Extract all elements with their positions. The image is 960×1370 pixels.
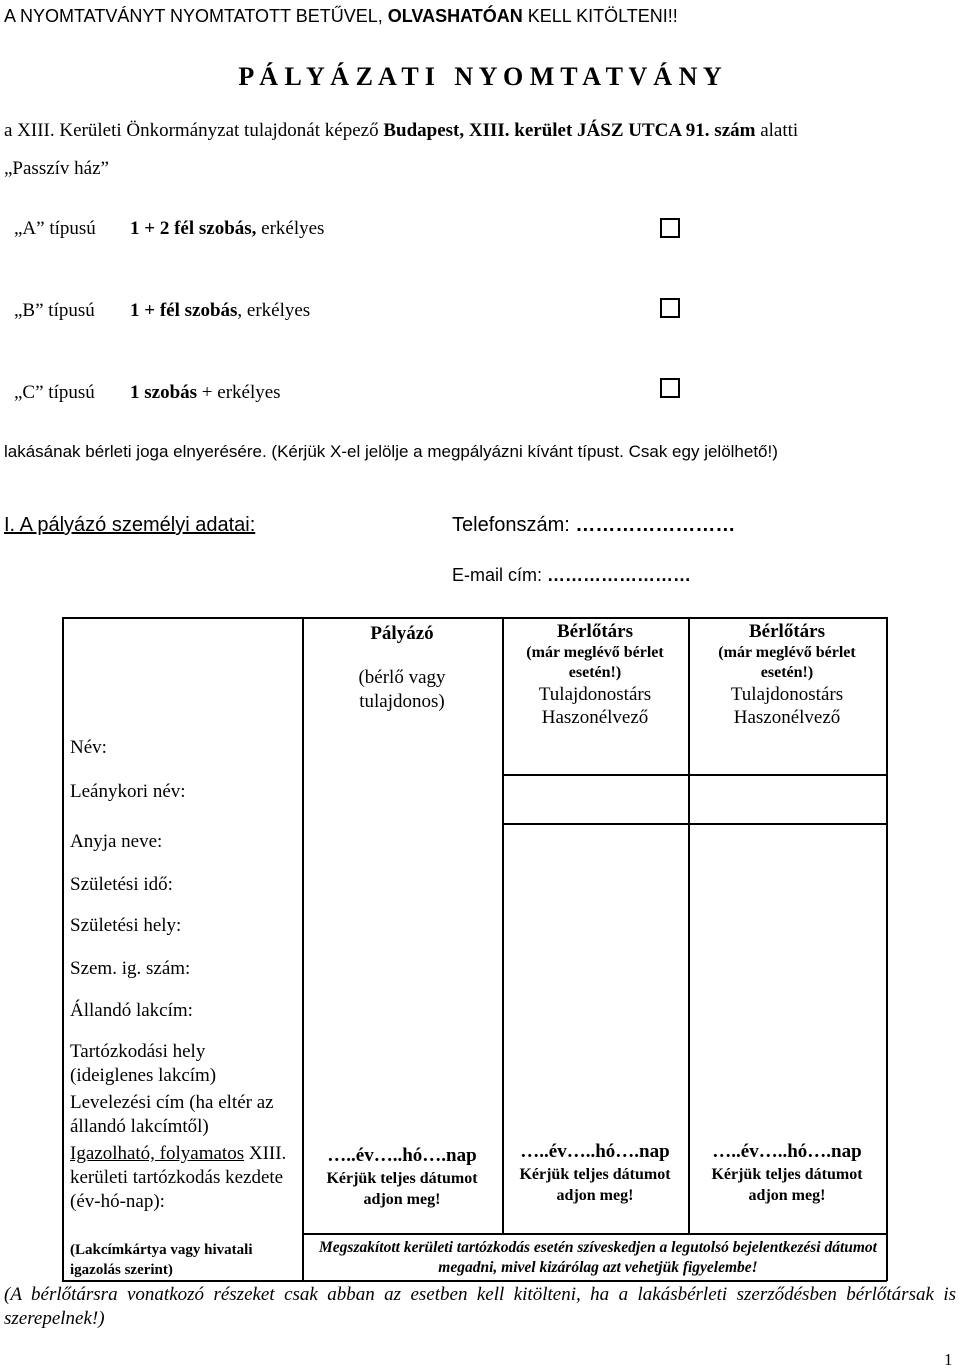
row-label-levelezesi: Levelezési cím (ha eltér az állandó lakcímtől) [70, 1092, 274, 1137]
row-label-leanykori: Leánykori név: [70, 781, 186, 802]
form-title: P Á L Y Á Z A T I N Y O M T A T V Á N Y [238, 62, 722, 91]
row-label-nev: Név: [70, 737, 107, 758]
col-header-berlotars-2: Bérlőtárs (már meglévő bérlet esetén!) Tulajdonostárs Haszonélvező [718, 621, 856, 728]
row-label-lakcim-note: (Lakcímkártya vagy hivatali igazolás szerint) [70, 1242, 253, 1278]
type-b-label: „B” típusú [14, 300, 95, 321]
row-label-szem-ig: Szem. ig. szám: [70, 958, 191, 979]
row-label-szul-hely: Születési hely: [70, 915, 182, 936]
intro-line: a XIII. Kerületi Önkormányzat tulajdonát képező Budapest, XIII. kerület JÁSZ UTCA 91. szám alatti [4, 120, 799, 141]
section-title: I. A pályázó személyi adatai: [4, 514, 256, 536]
type-b-desc: 1 + fél szobás, erkélyes [130, 300, 311, 321]
page-number: 1 [944, 1350, 953, 1369]
date-cell-palyazo[interactable]: …..év…..hó….nap Kérjük teljes dátumot adjon meg! [326, 1145, 478, 1208]
intro-line-2: „Passzív ház” [4, 158, 109, 179]
col-header-palyazo: Pályázó (bérlő vagy tulajdonos) [358, 623, 446, 712]
row-label-szul-ido: Születési idő: [70, 874, 173, 895]
email-field[interactable]: E-mail cím: …………………… [452, 565, 692, 585]
date-cell-berlotars-1[interactable]: …..év…..hó….nap Kérjük teljes dátumot adjon meg! [519, 1141, 671, 1204]
footer-note: (A bérlőtársra vonatkozó részeket csak abban az esetben kell kitölteni, ha a lakásbérleti szerződésben bérlőtársak is szerepelnek!) [4, 1284, 956, 1329]
row-label-anyja: Anyja neve: [70, 831, 163, 852]
type-c-checkbox[interactable] [660, 378, 680, 398]
row-label-tartozkodasi: Tartózkodási hely (ideiglenes lakcím) [70, 1041, 217, 1086]
type-a-checkbox[interactable] [660, 218, 680, 238]
phone-field[interactable]: Telefonszám: …………………… [452, 514, 736, 536]
type-c-desc: 1 szobás + erkélyes [130, 382, 281, 403]
form-notice: A NYOMTATVÁNYT NYOMTATOTT BETŰVEL, OLVASHATÓAN KELL KITÖLTENI!! [4, 6, 678, 26]
type-c-label: „C” típusú [14, 382, 95, 403]
type-b-checkbox[interactable] [660, 298, 680, 318]
date-cell-berlotars-2[interactable]: …..év…..hó….nap Kérjük teljes dátumot adjon meg! [711, 1141, 863, 1204]
row-label-allando: Állandó lakcím: [70, 1000, 193, 1021]
interrupted-stay-note: Megszakított kerületi tartózkodás esetén szíveskedjen a legutolsó bejelentkezési dátumot megadni, mivel kizárólag azt vehetjük figyelembe! [319, 1239, 877, 1276]
type-a-desc: 1 + 2 fél szobás, erkélyes [130, 218, 325, 239]
row-label-kezdete: Igazolható, folyamatos XIII. kerületi tartózkodás kezdete (év-hó-nap): [70, 1143, 287, 1212]
instruction-text: lakásának bérleti joga elnyerésére. (Kérjük X-el jelölje a megpályázni kívánt típust. Csak egy jelölhető!) [4, 442, 778, 461]
col-header-berlotars-1: Bérlőtárs (már meglévő bérlet esetén!) Tulajdonostárs Haszonélvező [526, 621, 664, 728]
type-a-label: „A” típusú [14, 218, 96, 239]
